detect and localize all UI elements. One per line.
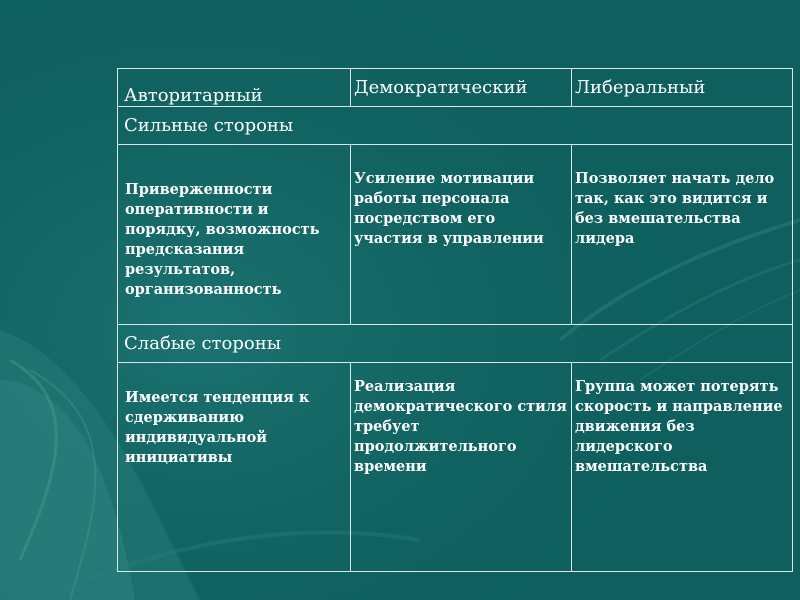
header-row bbox=[118, 69, 793, 107]
strengths-row bbox=[118, 145, 793, 325]
header-liberal: Либеральный bbox=[572, 69, 793, 107]
strengths-label: Сильные стороны bbox=[118, 107, 793, 145]
weakness-democratic: Реализация демократического стиля требует продолжительного времени bbox=[351, 363, 572, 572]
leadership-styles-table bbox=[117, 68, 793, 572]
weaknesses-row bbox=[118, 363, 793, 572]
weakness-authoritarian: Имеется тенденция к сдерживанию индивидуальной инициативы bbox=[118, 363, 351, 572]
weaknesses-section-row bbox=[118, 325, 793, 363]
weakness-liberal: Группа может потерять скорость и направление движения без лидерского вмешательства bbox=[572, 363, 793, 572]
weaknesses-label: Слабые стороны bbox=[118, 325, 793, 363]
header-democratic: Демократический bbox=[351, 69, 572, 107]
header-authoritarian: Авторитарный bbox=[118, 69, 351, 107]
strength-democratic: Усиление мотивации работы персонала посредством его участия в управлении bbox=[351, 145, 572, 325]
strength-liberal: Позволяет начать дело так, как это видится и без вмешательства лидера bbox=[572, 145, 793, 325]
strengths-section-row bbox=[118, 107, 793, 145]
strength-authoritarian: Приверженности оперативности и порядку, возможность предсказания результатов, организованность bbox=[118, 145, 351, 325]
